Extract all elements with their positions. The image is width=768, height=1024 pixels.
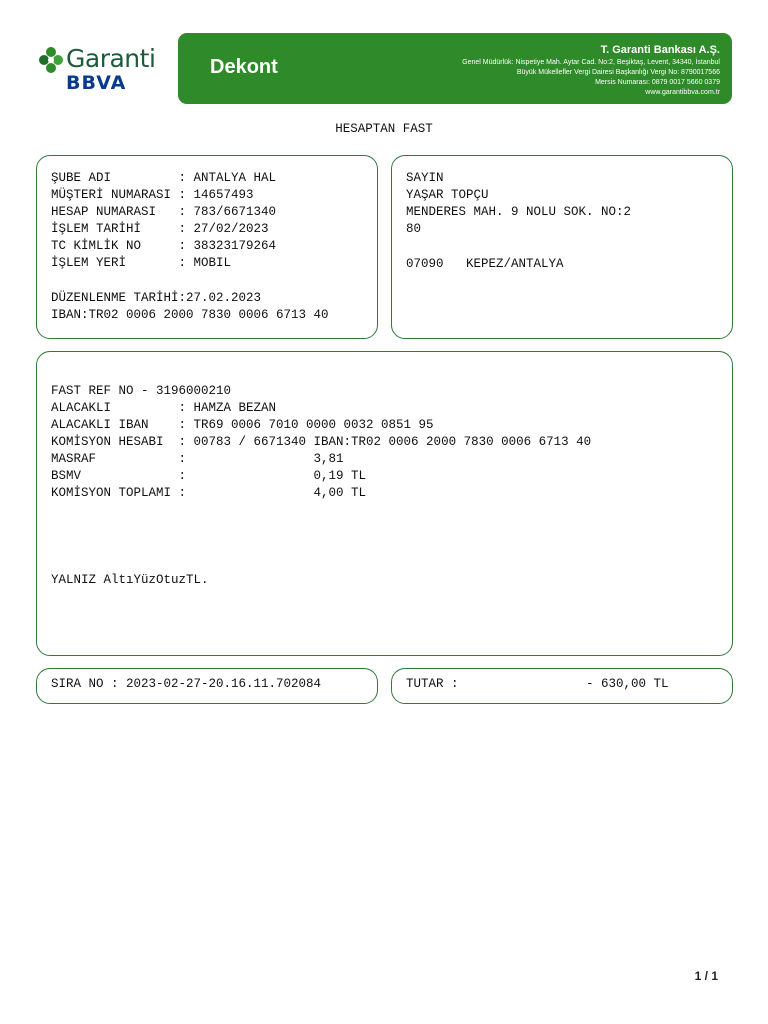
iban-row: IBAN:TR02 0006 2000 7830 0006 6713 40 <box>51 308 329 322</box>
branch-name-row: ŞUBE ADI : ANTALYA HAL <box>51 171 277 185</box>
bank-address: Genel Müdürlük: Nispetiye Mah. Aytar Cad. No:2, Beşiktaş, Levent, 34340, İstanbul <box>462 59 720 66</box>
account-info-box <box>36 155 378 339</box>
total-amount-box <box>391 668 733 704</box>
bank-tax-info: Büyük Mükellefler Vergi Dairesi Başkanlığı Vergi No: 8790017566 <box>516 69 720 76</box>
transaction-details-box <box>36 351 733 656</box>
amount-in-words: YALNIZ AltıYüzOtuzTL. <box>51 573 209 587</box>
receipt-header <box>178 33 732 104</box>
fee-row: MASRAF : 3,81 <box>51 452 344 466</box>
creditor-row: ALACAKLI : HAMZA BEZAN <box>51 401 277 415</box>
transaction-date-row: İŞLEM TARİHİ : 27/02/2023 <box>51 222 269 236</box>
page-number: 1 / 1 <box>694 969 718 983</box>
bank-name: T. Garanti Bankası A.Ş. <box>600 44 720 56</box>
commission-total-row: KOMİSYON TOPLAMI : 4,00 TL <box>51 486 367 500</box>
recipient-address-box <box>391 155 733 339</box>
issue-date-row: DÜZENLENME TARİHİ:27.02.2023 <box>51 291 262 305</box>
address-city: 07090 KEPEZ/ANTALYA <box>406 257 564 271</box>
transaction-place-row: İŞLEM YERİ : MOBIL <box>51 256 232 270</box>
sequence-number-box <box>36 668 378 704</box>
sequence-number: SIRA NO : 2023-02-27-20.16.11.702084 <box>51 677 322 691</box>
address-line-1: MENDERES MAH. 9 NOLU SOK. NO:2 <box>406 205 632 219</box>
address-line-2: 80 <box>406 222 422 236</box>
total-amount: TUTAR : - 630,00 TL <box>406 677 669 691</box>
recipient-name: YAŞAR TOPÇU <box>406 188 489 202</box>
commission-account-row: KOMİSYON HESABI : 00783 / 6671340 IBAN:TR02 0006 2000 7830 0006 6713 40 <box>51 435 592 449</box>
customer-number-row: MÜŞTERİ NUMARASI : 14657493 <box>51 188 254 202</box>
transaction-type-title: HESAPTAN FAST <box>335 122 433 136</box>
creditor-iban-row: ALACAKLI IBAN : TR69 0006 7010 0000 0032 0851 95 <box>51 418 434 432</box>
logo-brand-text: Garanti <box>66 44 156 73</box>
bsmv-row: BSMV : 0,19 TL <box>51 469 367 483</box>
bank-website: www.garantibbva.com.tr <box>645 89 720 96</box>
receipt-title: Dekont <box>210 56 278 78</box>
garanti-bbva-logo <box>38 44 158 94</box>
fast-ref-row: FAST REF NO - 3196000210 <box>51 384 232 398</box>
bank-mersis: Mersis Numarası: 0879 0017 5660 0379 <box>595 79 720 86</box>
clover-logo-icon <box>38 46 64 76</box>
tc-id-row: TC KİMLİK NO : 38323179264 <box>51 239 277 253</box>
salutation: SAYIN <box>406 171 444 185</box>
bank-info <box>462 42 720 98</box>
logo-sub-text: BBVA <box>66 72 127 94</box>
account-number-row: HESAP NUMARASI : 783/6671340 <box>51 205 277 219</box>
